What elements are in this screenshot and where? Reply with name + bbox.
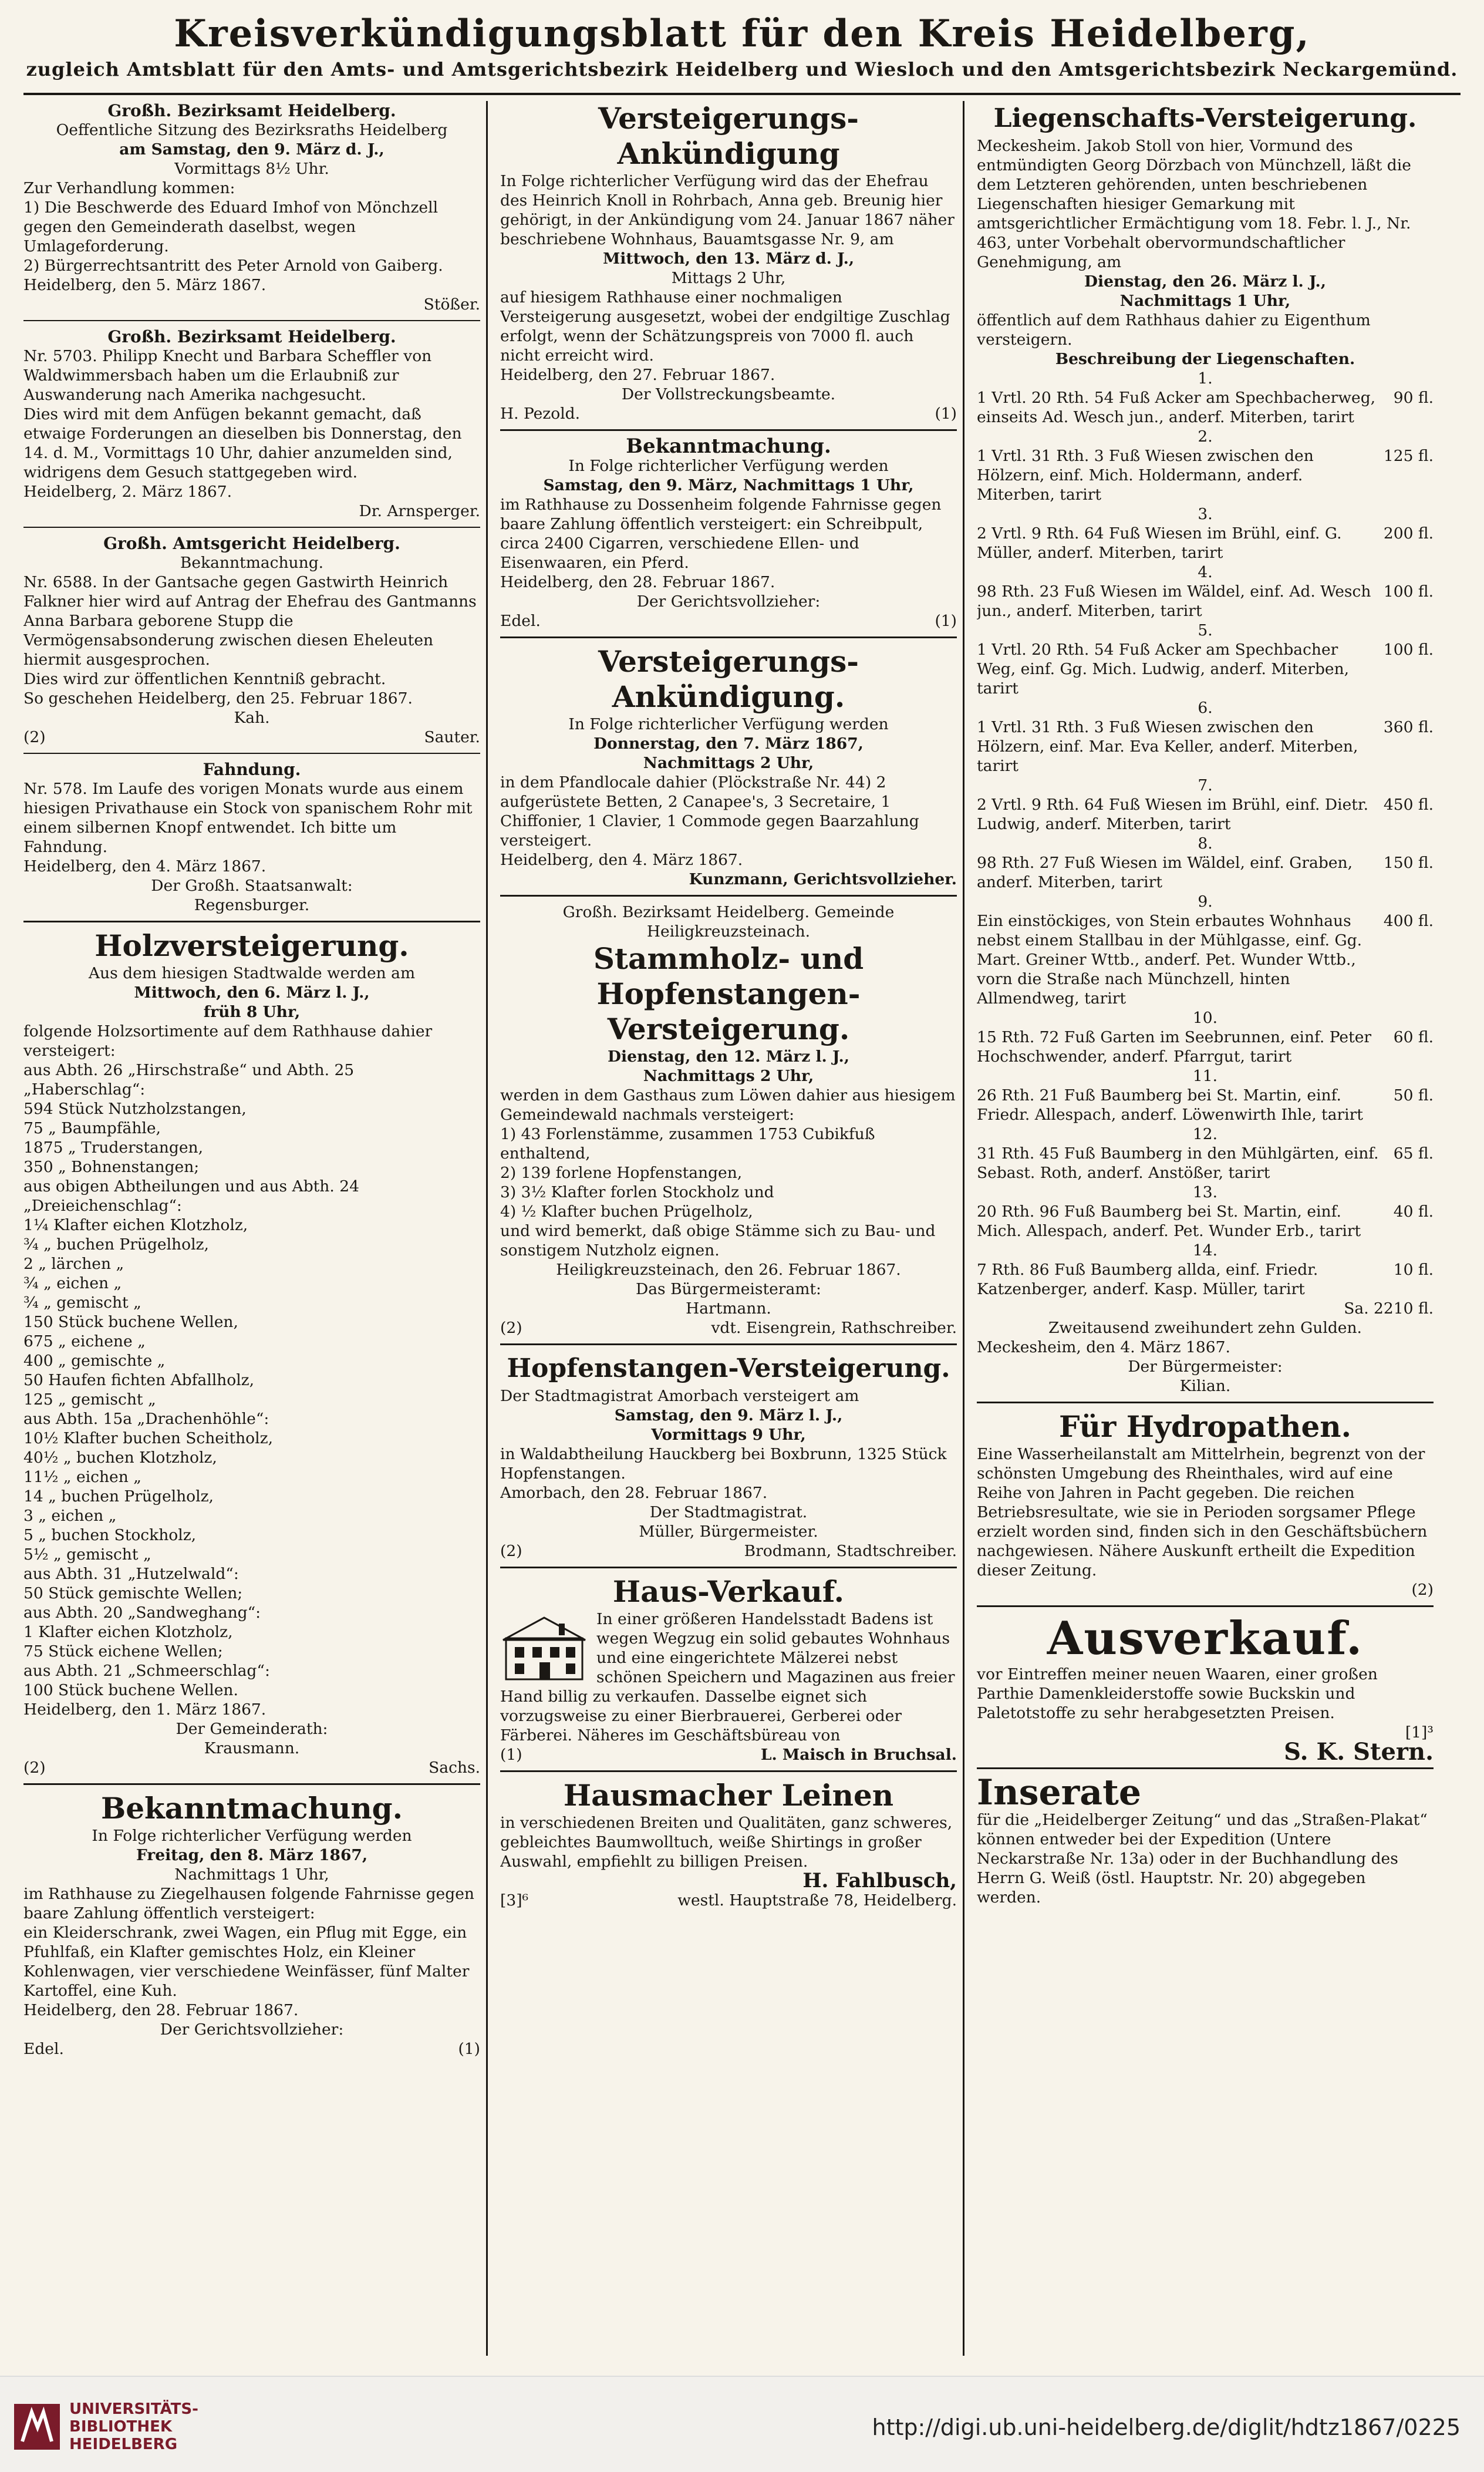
estate-item-number: 6. <box>1198 699 1213 717</box>
estate-item-number: 7. <box>1198 776 1213 794</box>
library-footer <box>0 2376 1484 2472</box>
notice-signature: L. Maisch in Bruchsal. <box>760 1746 957 1764</box>
notice-bekanntmachung-dossenheim <box>500 437 957 631</box>
notice-hopfenstangen <box>500 1351 957 1561</box>
notice-line: im Rathhause zu Ziegelhausen folgende Fahrnisse gegen baare Zahlung öffentlich versteigert: <box>23 1885 474 1922</box>
estate-item-description: Ein einstöckiges, von Stein erbautes Wohnhaus nebst einem Stallbau in der Mühlgasse, einf. Gg. Mart. Greiner Wttb., anderf. Pet. Wunder Wttb., vorn die Straße nach Münchzell, hinten Allmendweg, tarirt <box>977 912 1362 1008</box>
notice-number: (1) <box>935 612 957 630</box>
notice-subheading: Beschreibung der Liegenschaften. <box>1055 350 1355 368</box>
estate-item-description: 1 Vrtl. 31 Rth. 3 Fuß Wiesen zwischen den Hölzern, einf. Mar. Eva Keller, anderf. Miterben, tarirt <box>977 718 1358 775</box>
notice-number: (2) <box>23 1759 46 1777</box>
estate-item-value: 400 fl. <box>1383 912 1434 930</box>
notice-number: [3]⁶ <box>500 1891 529 1909</box>
list-item: ¾ „ buchen Prügelholz, <box>23 1235 209 1254</box>
estate-item <box>977 853 1434 892</box>
notice-date: Donnerstag, den 7. März 1867, <box>593 735 864 753</box>
notice-signature: Müller, Bürgermeister. <box>639 1523 818 1541</box>
notice-heading: Fahndung. <box>203 760 301 779</box>
list-item: 5½ „ gemischt „ <box>23 1545 151 1564</box>
estate-item <box>977 1144 1434 1183</box>
estate-item-description: 2 Vrtl. 9 Rth. 64 Fuß Wiesen im Brühl, einf. Dietr. Ludwig, anderf. Miterben, tarirt <box>977 796 1369 833</box>
notice-heading: Stammholz- und Hopfenstangen-Versteigerung. <box>593 941 864 1046</box>
notice-date: Samstag, den 9. März, Nachmittags 1 Uhr, <box>543 476 914 494</box>
notice-signature: Sauter. <box>424 728 480 746</box>
notice-place-date: Heiligkreuzsteinach, den 26. Februar 1867. <box>556 1261 901 1279</box>
notice-office: Der Bürgermeister: <box>1128 1358 1283 1376</box>
estate-item-number: 11. <box>1192 1067 1218 1085</box>
notice-signature: Kah. <box>234 709 270 727</box>
list-item: 125 „ gemischt „ <box>23 1390 156 1409</box>
notice-line: öffentlich auf dem Rathhaus dahier zu Eigenthum versteigern. <box>977 311 1371 349</box>
notice-heading: Hopfenstangen-Versteigerung. <box>507 1353 950 1383</box>
masthead-rule <box>23 93 1461 95</box>
estate-item-number: 9. <box>1198 893 1213 911</box>
notice-place-date: Heidelberg, den 1. März 1867. <box>23 1700 267 1719</box>
logo-text: BIBLIOTHEK <box>69 2418 173 2436</box>
notice-text: in dem Pfandlocale dahier (Plöckstraße Nr. 44) 2 aufgerüstete Betten, 2 Canapee's, 3 Secretaire, 1 Chiffonier, 1 Clavier, 1 Commode gegen Baarzahlung versteigert. <box>500 773 919 850</box>
list-item: 40½ „ buchen Klotzholz, <box>23 1449 217 1467</box>
notice-inserate <box>977 1772 1434 1907</box>
notice-heading: Großh. Amtsgericht Heidelberg. <box>103 534 400 553</box>
estate-item-value: 40 fl. <box>1393 1203 1434 1221</box>
notice-heading: Holzversteigerung. <box>95 928 409 963</box>
notice-gantsache <box>23 534 480 747</box>
notice-separator <box>23 921 480 922</box>
estate-item-description: 98 Rth. 23 Fuß Wiesen im Wäldel, einf. Ad. Wesch jun., anderf. Miterben, tarirt <box>977 582 1371 620</box>
estate-item-number: 13. <box>1192 1183 1218 1201</box>
notice-address: westl. Hauptstraße 78, Heidelberg. <box>677 1891 957 1909</box>
notice-text: und wird bemerkt, daß obige Stämme sich zu Bau- und sonstigem Nutzholz eignen. <box>500 1222 936 1259</box>
notice-line: Der Stadtmagistrat Amorbach versteigert am <box>500 1387 859 1405</box>
notice-separator <box>23 320 480 321</box>
estate-item-number: 8. <box>1198 834 1213 853</box>
column-1 <box>23 101 480 2356</box>
library-logo-icon <box>14 2404 60 2450</box>
notice-text: im Rathhause zu Dossenheim folgende Fahrnisse gegen baare Zahlung öffentlich versteigert: ein Schreibpult, circa 2400 Cigarren, verschiedene Ellen- und Eisenwaaren, ein Pferd. <box>500 496 942 572</box>
estate-item-description: 26 Rth. 21 Fuß Baumberg bei St. Martin, einf. Friedr. Allespach, anderf. Löwenwirth Ihle, tarirt <box>977 1086 1363 1124</box>
estate-item <box>977 795 1434 834</box>
estate-item-description: 7 Rth. 86 Fuß Baumberg allda, einf. Friedr. Katzenberger, anderf. Kasp. Müller, tarirt <box>977 1261 1318 1298</box>
notice-separator <box>500 1343 957 1345</box>
notice-time: früh 8 Uhr, <box>203 1003 301 1021</box>
notice-separator <box>500 429 957 431</box>
estate-item <box>977 640 1434 698</box>
notice-line: Aus dem hiesigen Stadtwalde werden am <box>88 964 416 982</box>
notice-place-date: Meckesheim, den 4. März 1867. <box>977 1338 1230 1356</box>
notice-fahndung <box>23 760 480 915</box>
list-item: 675 „ eichene „ <box>23 1332 146 1350</box>
notice-date: Freitag, den 8. März 1867, <box>136 1846 368 1864</box>
notice-text: auf hiesigem Rathhause einer nochmaligen Versteigerung ausgesetzt, wobei der endgiltige Zuschlag erfolgt, wenn der Schätzungspreis von 7000 fl. auch nicht erreicht wird. <box>500 288 950 365</box>
notice-time: Vormittags 8½ Uhr. <box>174 160 329 178</box>
notice-separator <box>23 527 480 528</box>
logo-text: UNIVERSITÄTS- <box>69 2400 198 2418</box>
estate-item <box>977 1028 1434 1066</box>
notice-office: Der Gerichtsvollzieher: <box>636 592 821 611</box>
estate-item-description: 15 Rth. 72 Fuß Garten im Seebrunnen, einf. Peter Hochschwender, anderf. Pfarrgut, tarirt <box>977 1028 1372 1066</box>
estate-item-value: 100 fl. <box>1383 641 1434 659</box>
column-divider <box>486 101 488 2356</box>
estate-item-description: 1 Vrtl. 20 Rth. 54 Fuß Acker am Spechbacherweg, einseits Ad. Wesch jun., anderf. Miterben, tarirt <box>977 389 1376 426</box>
notice-heading: Versteigerungs-Ankündigung. <box>598 644 859 714</box>
notice-text: So geschehen Heidelberg, den 25. Februar 1867. <box>23 689 413 708</box>
list-item: 594 Stück Nutzholzstangen, <box>23 1100 247 1118</box>
notice-text: ein Kleiderschrank, zwei Wagen, ein Pflug mit Egge, ein Pfuhlfaß, ein Klafter gemischtes Holz, ein Kleiner Kohlenwagen, vier verschiedene Weinfässer, fünf Malter Kartoffel, eine Kuh. <box>23 1924 470 2000</box>
notice-heading: Inserate <box>977 1772 1142 1813</box>
estate-item-description: 31 Rth. 45 Fuß Baumberg in den Mühlgärten, einf. Sebast. Roth, anderf. Anstößer, tarirt <box>977 1144 1379 1182</box>
notice-line: aus Abth. 20 „Sandweghang“: <box>23 1604 261 1622</box>
estate-item <box>977 388 1434 427</box>
notice-office: Großh. Bezirksamt Heidelberg. Gemeinde Heiligkreuzsteinach. <box>562 903 895 941</box>
notice-date: Dienstag, den 26. März l. J., <box>1084 272 1326 291</box>
notice-versteigerung-pfandlocal <box>500 644 957 889</box>
notice-office: Der Stadtmagistrat. <box>649 1503 808 1521</box>
notice-text: in verschiedenen Breiten und Qualitäten, ganz schweres, gebleichtes Baumwolltuch, weiße Shirtings in großer Auswahl, empfiehlt zu billigen Preisen. <box>500 1814 953 1871</box>
notice-text: vor Eintreffen meiner neuen Waaren, einer großen Parthie Damenkleiderstoffe sowie Buckskin und Paletotstoffe zu sehr herabgesetzten Preisen. <box>977 1665 1378 1722</box>
estate-item <box>977 718 1434 776</box>
notice-number: [1]³ <box>1405 1723 1434 1742</box>
notice-hausmacher-leinen <box>500 1778 957 1910</box>
notice-line: folgende Holzsortimente auf dem Rathhause dahier versteigert: <box>23 1022 433 1060</box>
notice-signature: Regensburger. <box>194 896 310 914</box>
notice-place-date: Heidelberg, den 28. Februar 1867. <box>23 2001 299 2019</box>
notice-number: (1) <box>935 405 957 423</box>
notice-line: In Folge richterlicher Verfügung werden <box>568 457 889 475</box>
column-divider <box>963 101 964 2356</box>
notice-separator <box>23 753 480 754</box>
notice-place-date: Heidelberg, den 5. März 1867. <box>23 276 267 294</box>
notice-text: Dies wird zur öffentlichen Kenntniß gebracht. <box>23 670 386 688</box>
notice-text: In einer größeren Handelsstadt Badens ist wegen Wegzug ein solid gebautes Wohnhaus und eine eingerichtete Mälzerei nebst schönen Speichern und Magazinen aus freier Hand billig zu verkaufen. Dasselbe eignet sich vorzugsweise zu einer Bierbrauerei, Gerberei oder Färberei. Näheres im Geschäftsbüreau von <box>500 1610 955 1744</box>
wood-items-list <box>23 1429 480 1564</box>
estate-item-value: 10 fl. <box>1393 1261 1434 1279</box>
library-logo[interactable] <box>14 2400 198 2453</box>
notice-office: Der Großh. Staatsanwalt: <box>151 877 353 895</box>
estate-item-value: 200 fl. <box>1383 524 1434 543</box>
notice-heading: Haus-Verkauf. <box>612 1574 845 1609</box>
notice-line: 100 Stück buchene Wellen. <box>23 1681 238 1699</box>
notice-heading: Bekanntmachung. <box>626 435 831 458</box>
estate-item <box>977 1086 1434 1124</box>
estate-item-value: 50 fl. <box>1393 1086 1434 1104</box>
estate-item-value: 65 fl. <box>1393 1144 1434 1163</box>
list-item: 50 Haufen fichten Abfallholz, <box>23 1371 255 1389</box>
notice-line: werden in dem Gasthaus zum Löwen dahier aus hiesigem Gemeindewald nachmals versteigert: <box>500 1086 956 1124</box>
notice-time: Nachmittags 2 Uhr, <box>643 1067 814 1085</box>
estate-total-words: Zweitausend zweihundert zehn Gulden. <box>1048 1319 1362 1337</box>
notice-heading: Großh. Bezirksamt Heidelberg. <box>107 101 396 120</box>
estate-item-description: 2 Vrtl. 9 Rth. 64 Fuß Wiesen im Brühl, einf. G. Müller, anderf. Miterben, tarirt <box>977 524 1342 562</box>
list-item: 3 „ eichen „ <box>23 1507 117 1525</box>
estate-item-value: 90 fl. <box>1393 389 1434 407</box>
notice-versteigerung-knoll <box>500 101 957 423</box>
notice-signature: Hartmann. <box>686 1299 771 1318</box>
notice-office: Der Gerichtsvollzieher: <box>160 2020 344 2039</box>
notice-line: In Folge richterlicher Verfügung werden <box>92 1827 412 1845</box>
notice-time: Nachmittags 1 Uhr, <box>1119 292 1291 310</box>
notice-place-date: Heidelberg, den 27. Februar 1867. <box>500 366 775 384</box>
notice-text: Dies wird mit dem Anfügen bekannt gemacht, daß etwaige Forderungen an dieselben bis Donnerstag, den 14. d. M., Vormittags 10 Uhr, dahier anzumelden sind, widrigens dem Gesuch stattgegeben wird. <box>23 405 462 481</box>
column-3 <box>977 101 1434 2356</box>
source-url-link[interactable]: http://digi.ub.uni-heidelberg.de/diglit/hdtz1867/0225 <box>872 2414 1461 2440</box>
notice-line: aus obigen Abtheilungen und aus Abth. 24 „Dreieichenschlag“: <box>23 1177 359 1215</box>
notice-subheading: Bekanntmachung. <box>180 554 324 572</box>
notice-place-date: Heidelberg, den 4. März 1867. <box>23 857 267 875</box>
notice-separator <box>500 636 957 638</box>
list-item: 2 „ lärchen „ <box>23 1255 124 1273</box>
notice-date: Mittwoch, den 13. März d. J., <box>602 250 855 268</box>
notice-time: Nachmittags 2 Uhr, <box>643 754 814 772</box>
notice-heading: Für Hydropathen. <box>1058 1409 1352 1444</box>
notice-text: In Folge richterlicher Verfügung wird das der Ehefrau des Heinrich Knoll in Rohrbach, Anna geb. Breunig hier gehörigt, in der Ankündigung vom 24. Januar 1867 näher beschriebene Wohnhaus, Bauamtsgasse Nr. 9, am <box>500 172 955 248</box>
notice-separator <box>500 1770 957 1772</box>
estate-item-description: 20 Rth. 96 Fuß Baumberg bei St. Martin, einf. Mich. Allespach, anderf. Pet. Wunder Erb., tarirt <box>977 1203 1361 1240</box>
notice-number: (2) <box>500 1542 522 1560</box>
notice-line: 50 Stück gemischte Wellen; <box>23 1584 243 1602</box>
notice-number: (2) <box>1411 1581 1434 1599</box>
notice-signature: Edel. <box>23 2040 64 2058</box>
notice-separator <box>977 1605 1434 1607</box>
column-2 <box>500 101 957 2356</box>
notice-signature: Kunzmann, Gerichtsvollzieher. <box>689 870 957 888</box>
notice-signature: H. Pezold. <box>500 405 581 423</box>
list-item: 10½ Klafter buchen Scheitholz, <box>23 1429 273 1447</box>
list-item: 1875 „ Truderstangen, <box>23 1139 203 1157</box>
wood-items-list <box>23 1215 480 1409</box>
notice-line: Oeffentliche Sitzung des Bezirksraths Heidelberg <box>56 121 448 139</box>
notice-separator <box>977 1767 1434 1769</box>
notice-place-date: Heidelberg, den 4. März 1867. <box>500 851 743 869</box>
estate-item-number: 4. <box>1198 563 1213 581</box>
notice-text: Nr. 578. Im Laufe des vorigen Monats wurde aus einem hiesigen Privathause ein Stock von spanischem Rohr mit einem silbernen Knopf entwendet. Ich bitte um Fahndung. <box>23 780 473 856</box>
list-item: 75 „ Baumpfähle, <box>23 1119 161 1137</box>
notice-line: aus Abth. 21 „Schmeerschlag“: <box>23 1662 270 1680</box>
estate-item-description: 98 Rth. 27 Fuß Wiesen im Wäldel, einf. Graben, anderf. Miterben, tarirt <box>977 854 1353 891</box>
notice-date: Dienstag, den 12. März l. J., <box>608 1048 849 1066</box>
estate-item-number: 2. <box>1198 427 1213 446</box>
notice-time: Mittags 2 Uhr, <box>671 269 786 287</box>
notice-number: (2) <box>23 728 46 746</box>
list-item: ¾ „ gemischt „ <box>23 1294 141 1312</box>
notice-signature: Kilian. <box>1179 1377 1231 1395</box>
notice-liegenschafts-versteigerung <box>977 101 1434 1396</box>
notice-auswanderung <box>23 327 480 521</box>
list-item: 11½ „ eichen „ <box>23 1468 141 1486</box>
notice-ausverkauf <box>977 1612 1434 1766</box>
estate-item-number: 10. <box>1192 1009 1218 1027</box>
estate-item <box>977 582 1434 621</box>
notice-heading: Bekanntmachung. <box>100 1791 403 1826</box>
notice-line: 2) Bürgerrechtsantritt des Peter Arnold von Gaiberg. <box>23 257 443 275</box>
notice-bezirksrath-sitzung <box>23 101 480 314</box>
house-icon <box>500 1612 588 1682</box>
newspaper-subtitle: zugleich Amtsblatt für den Amts- und Amtsgerichtsbezirk Heidelberg und Wiesloch und den Amtsgerichtsbezirk Neckargemünd. <box>26 58 1458 80</box>
estate-total: Sa. 2210 fl. <box>1344 1299 1434 1318</box>
notice-line: Zur Verhandlung kommen: <box>23 179 235 197</box>
notice-place-date: Amorbach, den 28. Februar 1867. <box>500 1484 768 1502</box>
notice-number: (1) <box>500 1746 522 1764</box>
notice-signature: Stößer. <box>423 295 480 314</box>
estate-item <box>977 446 1434 504</box>
notice-haus-verkauf <box>500 1574 957 1764</box>
notice-time: Nachmittags 1 Uhr, <box>174 1865 329 1884</box>
notice-office: Das Bürgermeisteramt: <box>636 1280 821 1298</box>
notice-heading: Ausverkauf. <box>1047 1612 1364 1665</box>
estate-item-description: 1 Vrtl. 31 Rth. 3 Fuß Wiesen zwischen den Hölzern, einf. Mich. Holdermann, anderf. Miterben, tarirt <box>977 447 1314 504</box>
notice-separator <box>23 1783 480 1785</box>
notice-time: Vormittags 9 Uhr, <box>651 1426 806 1444</box>
notice-separator <box>977 1402 1434 1403</box>
estate-item-number: 5. <box>1198 621 1213 639</box>
notice-signature: Krausmann. <box>204 1739 300 1757</box>
notice-line: 1) Die Beschwerde des Eduard Imhof von Mönchzell gegen den Gemeinderath daselbst, wegen Umlageforderung. <box>23 198 439 255</box>
list-item: 3) 3½ Klafter forlen Stockholz und <box>500 1183 774 1201</box>
notice-office: Der Gemeinderath: <box>176 1720 328 1738</box>
estate-item <box>977 911 1434 1008</box>
notice-text: Nr. 6588. In der Gantsache gegen Gastwirth Heinrich Falkner hier wird auf Antrag der Ehefrau des Gantmanns Anna Barbara geborene Stupp die Vermögensabsonderung zwischen diesen Eheleuten hiermit ausgesprochen. <box>23 573 477 669</box>
list-item: 350 „ Bohnenstangen; <box>23 1158 200 1176</box>
estate-item <box>977 1202 1434 1241</box>
list-item: 1) 43 Forlenstämme, zusammen 1753 Cubikfuß enthaltend, <box>500 1125 875 1163</box>
notice-stammholz <box>500 902 957 1338</box>
estate-item-value: 60 fl. <box>1393 1028 1434 1046</box>
list-item: 5 „ buchen Stockholz, <box>23 1526 197 1544</box>
estate-item <box>977 1260 1434 1299</box>
notice-date: Samstag, den 9. März l. J., <box>614 1406 843 1424</box>
notice-signature: H. Fahlbusch, <box>802 1869 957 1892</box>
notice-number: (1) <box>458 2040 480 2058</box>
estate-item-number: 12. <box>1192 1125 1218 1143</box>
list-item: 2) 139 forlene Hopfenstangen, <box>500 1164 743 1182</box>
estate-item-number: 3. <box>1198 505 1213 523</box>
notice-heading: Liegenschafts-Versteigerung. <box>993 103 1417 133</box>
notice-date: Mittwoch, den 6. März l. J., <box>134 984 370 1002</box>
notice-bekanntmachung-ziegelhausen <box>23 1791 480 2059</box>
notice-heading: Großh. Bezirksamt Heidelberg. <box>107 327 396 346</box>
notice-signature: Dr. Arnsperger. <box>359 502 480 520</box>
notice-number: (2) <box>500 1319 522 1337</box>
notice-line: In Folge richterlicher Verfügung werden <box>568 715 889 733</box>
wood-items-list <box>23 1099 480 1177</box>
notice-signature: Sachs. <box>429 1759 480 1777</box>
notice-line: aus Abth. 26 „Hirschstraße“ und Abth. 25 „Haberschlag“: <box>23 1061 355 1099</box>
list-item: 1¼ Klafter eichen Klotzholz, <box>23 1216 248 1234</box>
list-item: 14 „ buchen Prügelholz, <box>23 1487 214 1506</box>
notice-office: Der Vollstreckungsbeamte. <box>621 385 836 403</box>
notice-line: 75 Stück eichene Wellen; <box>23 1642 223 1661</box>
estate-list <box>977 369 1434 1299</box>
notice-place-date: Heidelberg, den 28. Februar 1867. <box>500 573 775 591</box>
list-item: 150 Stück buchene Wellen, <box>23 1313 238 1331</box>
estate-item <box>977 524 1434 563</box>
notice-line: aus Abth. 31 „Hutzelwald“: <box>23 1565 239 1583</box>
notice-signature: S. K. Stern. <box>1284 1738 1434 1766</box>
list-item: 4) ½ Klafter buchen Prügelholz, <box>500 1203 753 1221</box>
notice-line: 1 Klafter eichen Klotzholz, <box>23 1623 233 1641</box>
notice-text: in Waldabtheilung Hauckberg bei Boxbrunn, 1325 Stück Hopfenstangen. <box>500 1445 947 1483</box>
notice-separator <box>500 1567 957 1568</box>
notice-text: für die „Heidelberger Zeitung“ und das „Straßen-Plakat“ können entweder bei der Expedition (Untere Neckarstraße Nr. 13a) oder in der Buchhandlung des Herrn G. Weiß (östl. Hauptstr. Nr. 20) abgegeben werden. <box>977 1811 1428 1907</box>
timber-items-list <box>500 1124 957 1221</box>
notice-heading: Versteigerungs-Ankündigung <box>598 101 859 171</box>
estate-item-value: 125 fl. <box>1383 447 1434 465</box>
masthead <box>23 12 1461 80</box>
list-item: ¾ „ eichen „ <box>23 1274 122 1292</box>
notice-line: aus Abth. 15a „Drachenhöhle“: <box>23 1410 269 1428</box>
notice-signature: vdt. Eisengrein, Rathschreiber. <box>711 1319 957 1337</box>
notice-date: am Samstag, den 9. März d. J., <box>119 140 385 159</box>
notice-signature: Edel. <box>500 612 541 630</box>
notice-signature: Brodmann, Stadtschreiber. <box>744 1542 957 1560</box>
estate-item-number: 1. <box>1198 369 1213 388</box>
estate-item-value: 360 fl. <box>1383 718 1434 736</box>
notice-text: Eine Wasserheilanstalt am Mittelrhein, begrenzt von der schönsten Umgebung des Rheinthales, wird auf eine Reihe von Jahren in Pacht gegeben. Die reichen Betriebsresultate, wie sie in Perioden sorgsamer Pflege erzielt worden sind, finden sich in den Geschäftsbüchern nachgewiesen. Nähere Auskunft ertheilt die Expedition dieser Zeitung. <box>977 1445 1428 1579</box>
notice-text: Meckesheim. Jakob Stoll von hier, Vormund des entmündigten Georg Dörzbach von Münchzell, läßt die dem Letzteren gehörenden, unten beschriebenen Liegenschaften hiesiger Gemarkung mit amtsgerichtlicher Ermächtigung vom 18. Febr. l. J., Nr. 463, unter Vorbehalt obervormundschaftlicher Genehmigung, am <box>977 137 1411 271</box>
notice-holzversteigerung <box>23 928 480 1777</box>
notice-place-date: Heidelberg, 2. März 1867. <box>23 483 232 501</box>
estate-item-value: 150 fl. <box>1383 854 1434 872</box>
newspaper-title: Kreisverkündigungsblatt für den Kreis Heidelberg, <box>174 12 1310 56</box>
estate-item-value: 100 fl. <box>1383 582 1434 601</box>
notice-separator <box>500 895 957 897</box>
list-item: 400 „ gemischte „ <box>23 1352 166 1370</box>
notice-hydropathen <box>977 1409 1434 1599</box>
estate-item-number: 14. <box>1192 1241 1218 1259</box>
estate-item-description: 1 Vrtl. 20 Rth. 54 Fuß Acker am Spechbacher Weg, einf. Gg. Mich. Ludwig, anderf. Miterben, tarirt <box>977 641 1350 698</box>
notice-text: Nr. 5703. Philipp Knecht und Barbara Scheffler von Waldwimmersbach haben um die Erlaubniß zur Auswanderung nach Amerika nachgesucht. <box>23 347 432 404</box>
notice-heading: Hausmacher Leinen <box>563 1778 894 1813</box>
estate-item-value: 450 fl. <box>1383 796 1434 814</box>
logo-text: HEIDELBERG <box>69 2436 178 2453</box>
